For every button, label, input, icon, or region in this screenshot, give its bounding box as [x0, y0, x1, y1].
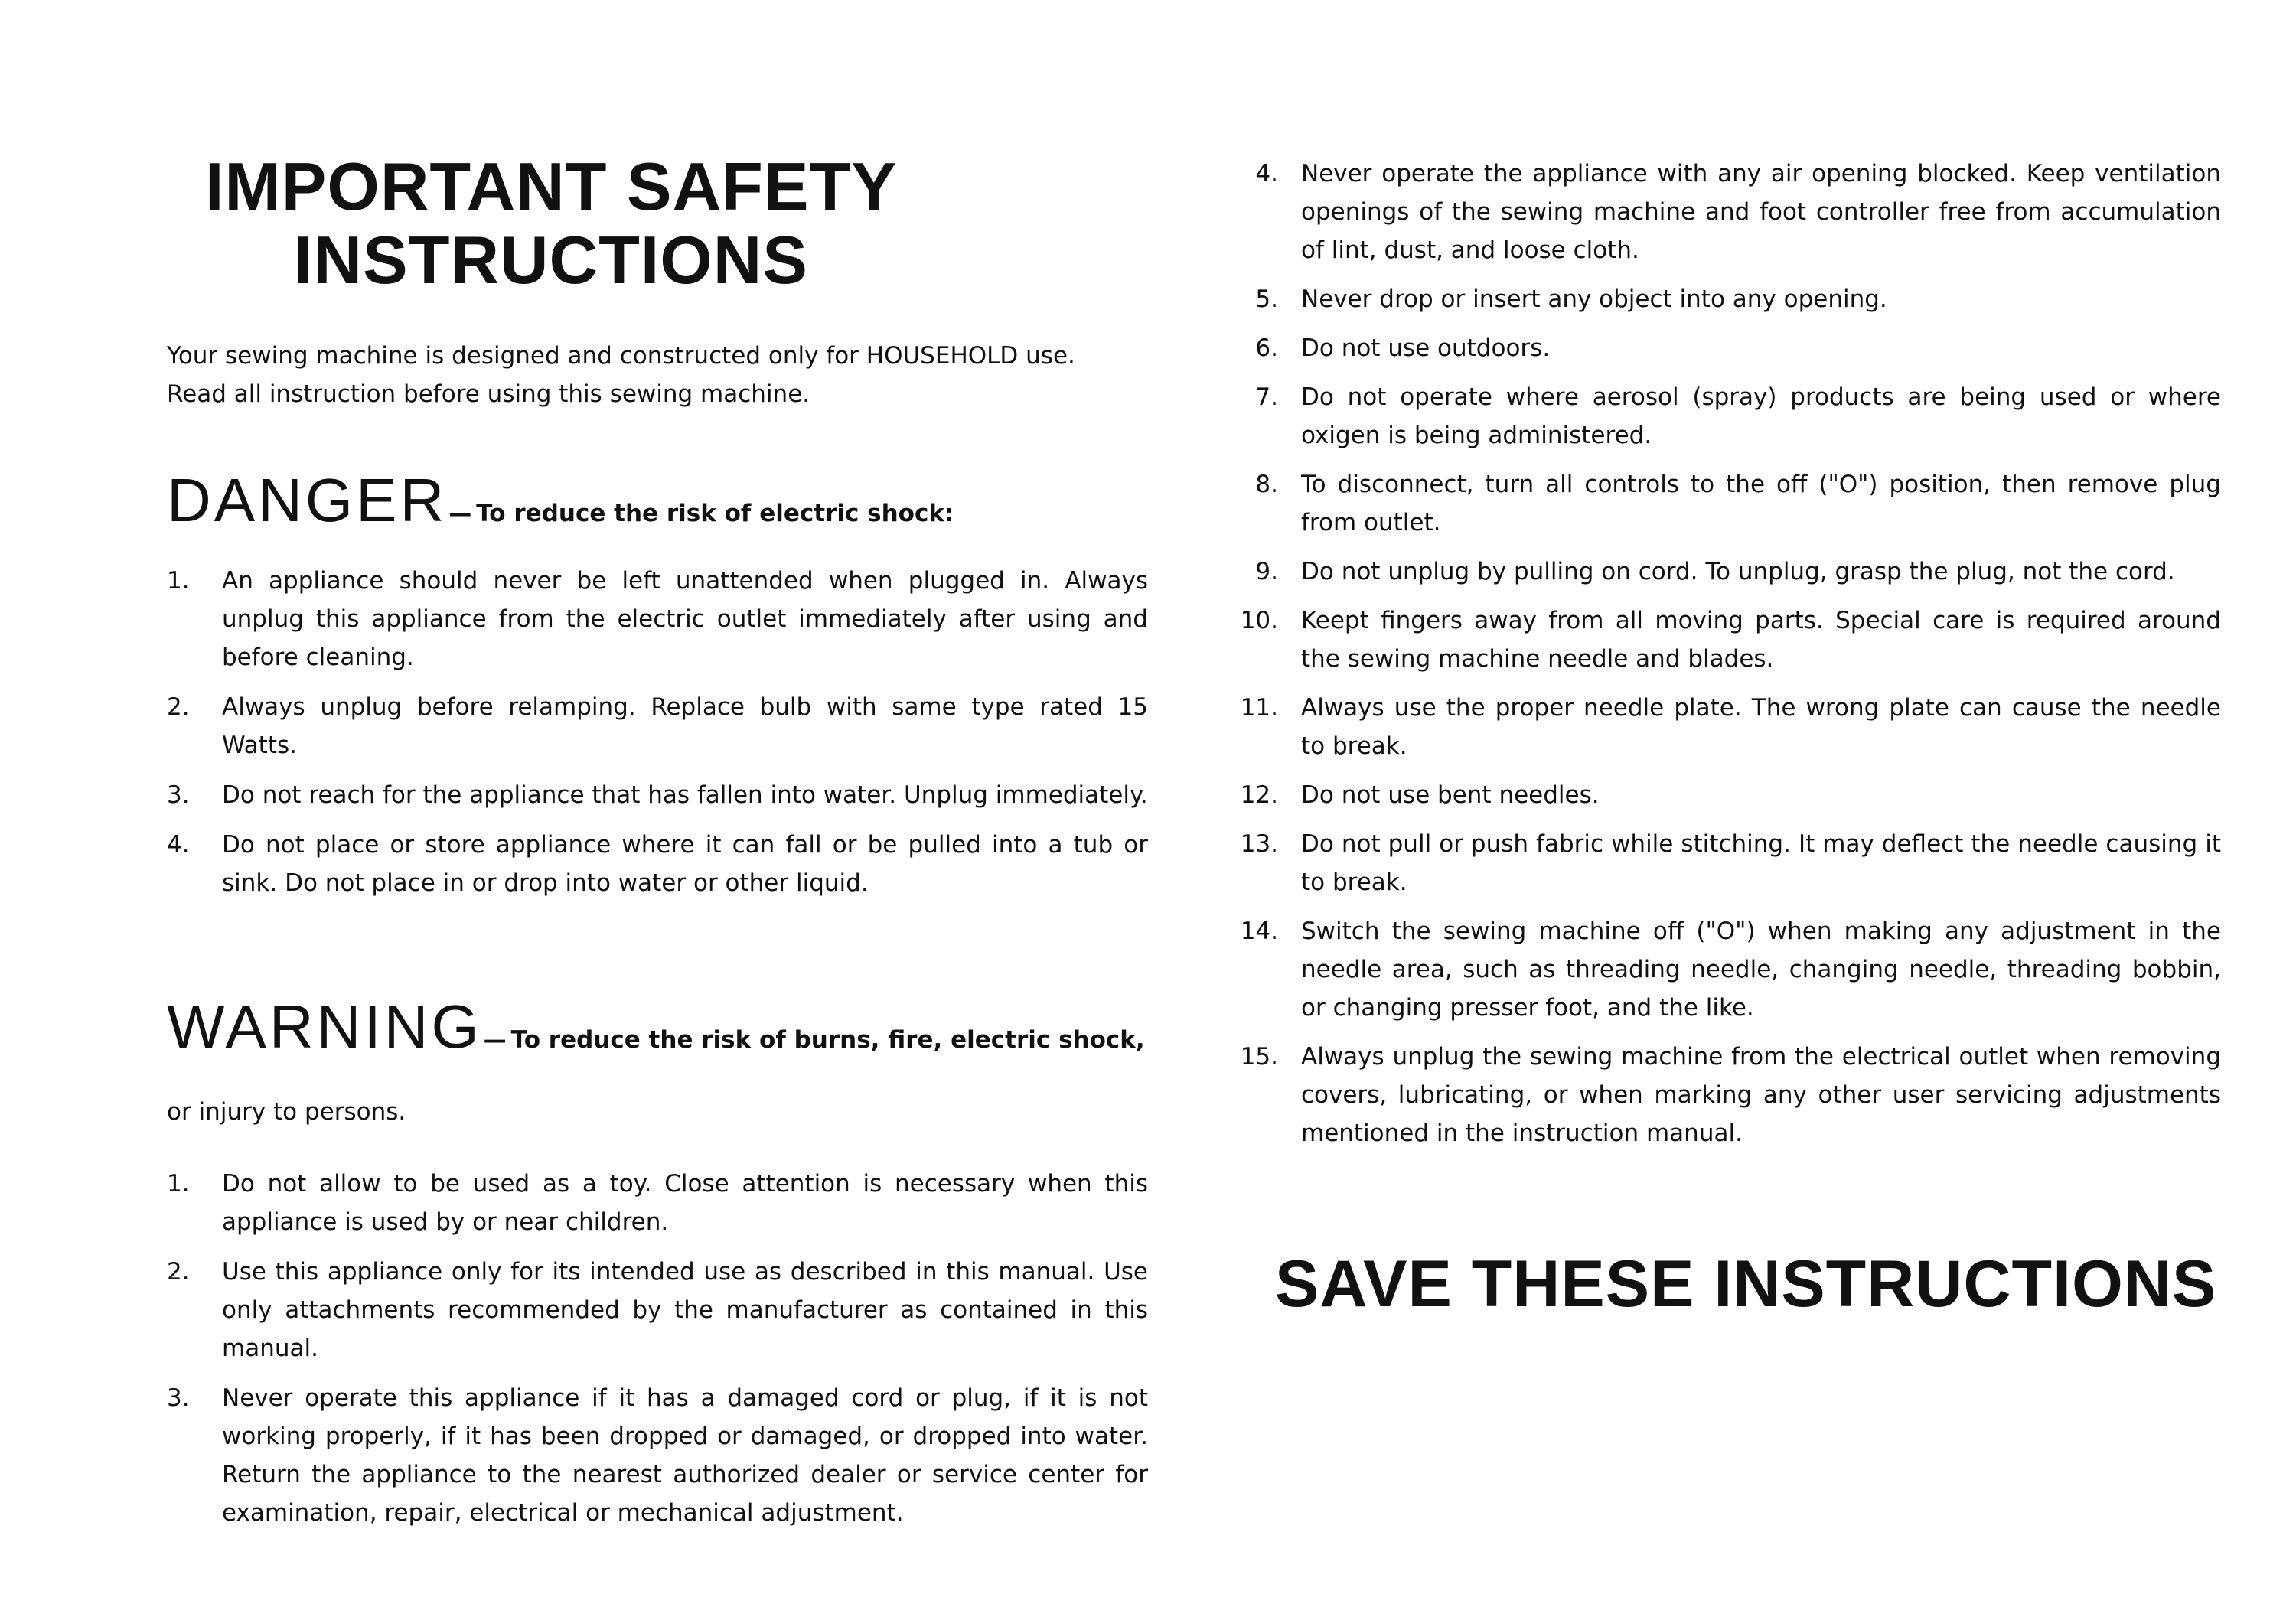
- item-number: 4.: [1255, 160, 1278, 187]
- danger-word: DANGER: [167, 466, 448, 534]
- item-text: Keept fingers away from all moving parts. Special care is required around the sewing machine needle and blades.: [1301, 607, 2221, 673]
- item-text: Always unplug the sewing machine from the electrical outlet when removing covers, lubricating, or when marking any other user servicing adjustments mentioned in the instruction manual.: [1301, 1043, 2221, 1147]
- item-number: 8.: [1255, 471, 1278, 498]
- list-item: [1232, 155, 2221, 269]
- item-text: Do not allow to be used as a toy. Close attention is necessary when this appliance is used by or near children.: [222, 1170, 1148, 1236]
- item-number: 3.: [167, 1384, 190, 1412]
- item-text: Use this appliance only for its intended use as described in this manual. Use only attachments recommended by the manufacturer as contained in this manual.: [222, 1258, 1148, 1362]
- intro-line-1: Your sewing machine is designed and constructed only for HOUSEHOLD use.: [167, 342, 1075, 370]
- warning-dash: —: [483, 1027, 507, 1054]
- item-number: 2.: [167, 693, 190, 721]
- save-instructions-title: SAVE THESE INSTRUCTIONS: [1275, 1247, 2217, 1321]
- intro-line-2: Read all instruction before using this sewing machine.: [167, 380, 810, 408]
- item-number: 6.: [1255, 334, 1278, 362]
- list-item: [167, 776, 1148, 814]
- list-item: [167, 1253, 1148, 1367]
- warning-word: WARNING: [167, 993, 482, 1061]
- warning-list: [167, 1165, 1148, 1543]
- list-item: [1232, 329, 2221, 367]
- warning-heading: [167, 992, 1148, 1062]
- item-number: 1.: [167, 567, 190, 595]
- item-number: 12.: [1240, 781, 1278, 809]
- item-number: 15.: [1240, 1043, 1278, 1071]
- item-text: Do not unplug by pulling on cord. To unplug, grasp the plug, not the cord.: [1301, 558, 2175, 585]
- item-text: Do not pull or push fabric while stitching. It may deflect the needle causing it to break.: [1301, 830, 2221, 896]
- item-number: 4.: [167, 831, 190, 859]
- title-line-2: INSTRUCTIONS: [294, 222, 808, 298]
- list-item: [1232, 689, 2221, 765]
- item-number: 3.: [167, 781, 190, 809]
- intro-paragraph: [167, 337, 1148, 413]
- item-number: 14.: [1240, 918, 1278, 945]
- item-number: 10.: [1240, 607, 1278, 634]
- item-text: Never operate this appliance if it has a damaged cord or plug, if it is not working properly, if it has been dropped or damaged, or dropped into water. Return the appliance to the nearest authorized dealer or service center for examination, repair, electrical or mechanical adjustment.: [222, 1384, 1148, 1527]
- item-number: 7.: [1255, 383, 1278, 411]
- item-number: 1.: [167, 1170, 190, 1198]
- item-text: Always use the proper needle plate. The wrong plate can cause the needle to break.: [1301, 694, 2221, 760]
- warning-heading-text: To reduce the risk of burns, fire, electric shock,: [510, 1026, 1145, 1054]
- item-number: 2.: [167, 1258, 190, 1286]
- danger-heading-text: To reduce the risk of electric shock:: [476, 500, 954, 527]
- list-item: [1232, 553, 2221, 591]
- list-item: [167, 562, 1148, 676]
- list-item: [1232, 825, 2221, 901]
- list-item: [1232, 1038, 2221, 1152]
- danger-list: [167, 562, 1148, 914]
- list-item: [1232, 378, 2221, 455]
- warning-heading-continued: or injury to persons.: [167, 1098, 406, 1126]
- item-number: 5.: [1255, 285, 1278, 313]
- list-item: [167, 1165, 1148, 1241]
- list-item: [167, 1379, 1148, 1532]
- list-item: [1232, 465, 2221, 542]
- item-number: 13.: [1240, 830, 1278, 858]
- item-text: Never operate the appliance with any air opening blocked. Keep ventilation openings of the sewing machine and foot controller free from accumulation of lint, dust, and loose cloth.: [1301, 160, 2221, 264]
- item-text: An appliance should never be left unattended when plugged in. Always unplug this appliance from the electric outlet immediately after using and before cleaning.: [222, 567, 1148, 671]
- item-text: Switch the sewing machine off ("O") when making any adjustment in the needle area, such as threading needle, changing needle, threading bobbin, or changing presser foot, and the like.: [1301, 918, 2221, 1022]
- list-item: [1232, 280, 2221, 318]
- page-title: [167, 150, 935, 297]
- list-item: [167, 826, 1148, 902]
- item-text: Do not place or store appliance where it can fall or be pulled into a tub or sink. Do not place in or drop into water or other liquid.: [222, 831, 1148, 897]
- item-text: Never drop or insert any object into any opening.: [1301, 285, 1887, 313]
- item-text: Do not use outdoors.: [1301, 334, 1551, 362]
- item-text: Do not reach for the appliance that has fallen into water. Unplug immediately.: [222, 781, 1148, 809]
- list-item: [167, 688, 1148, 764]
- continued-list: [1232, 155, 2221, 1163]
- danger-heading: [167, 465, 1148, 536]
- danger-dash: —: [448, 500, 472, 527]
- item-number: 11.: [1240, 694, 1278, 722]
- list-item: [1232, 912, 2221, 1027]
- list-item: [1232, 601, 2221, 678]
- item-text: Do not use bent needles.: [1301, 781, 1600, 809]
- title-line-1: IMPORTANT SAFETY: [204, 148, 898, 224]
- item-text: To disconnect, turn all controls to the off ("O") position, then remove plug from outlet.: [1301, 471, 2221, 536]
- item-text: Do not operate where aerosol (spray) products are being used or where oxigen is being administered.: [1301, 383, 2221, 449]
- list-item: [1232, 776, 2221, 814]
- item-number: 9.: [1255, 558, 1278, 585]
- item-text: Always unplug before relamping. Replace bulb with same type rated 15 Watts.: [222, 693, 1148, 759]
